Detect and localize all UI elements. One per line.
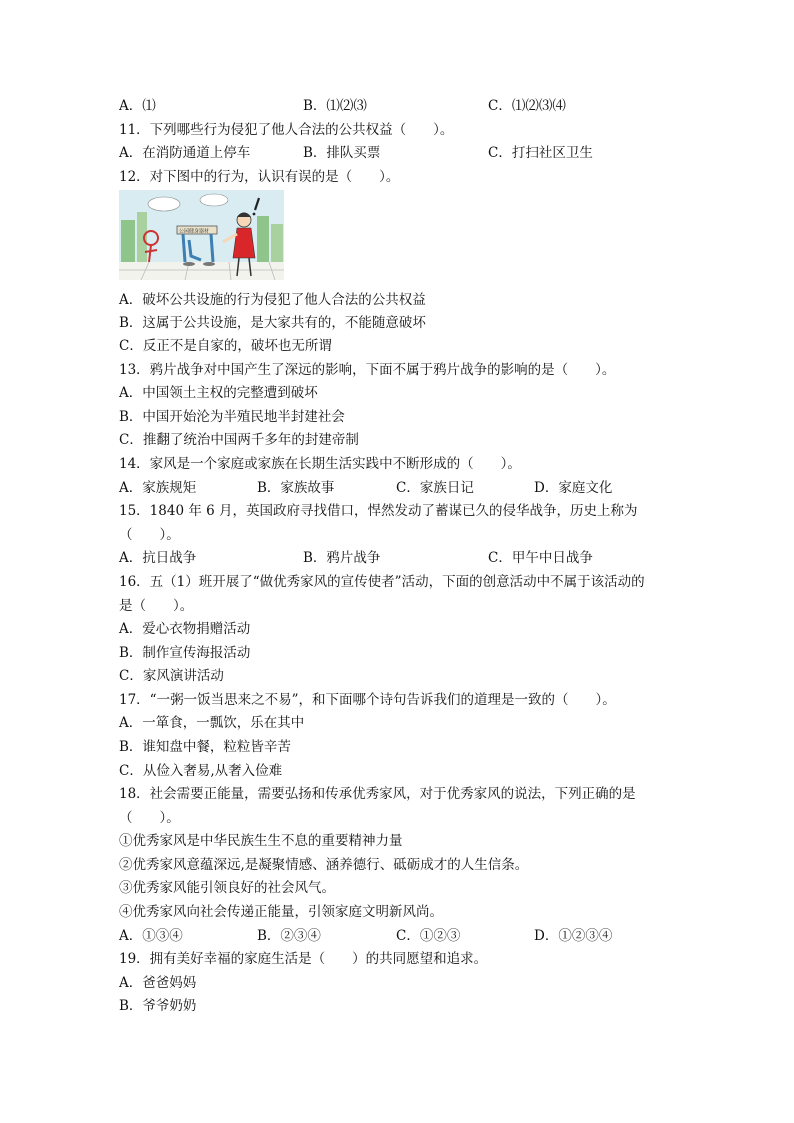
q11-option-c: C．打扫社区卫生 [488, 145, 593, 161]
q19-option-a: A．爸爸妈妈 [119, 975, 197, 991]
q16-option-a: A．爱心衣物捐赠活动 [119, 621, 251, 637]
q18-statement-2: ②优秀家风意蕴深远,是凝聚情感、涵养德行、砥砺成才的人生信条。 [119, 857, 529, 873]
q18-option-a: A．①③④ [119, 928, 183, 944]
q16-option-c: C．家风演讲活动 [119, 668, 224, 684]
q17-stem: 17．“一粥一饭当思来之不易”，和下面哪个诗句告诉我们的道理是一致的（ ）。 [119, 692, 616, 708]
q13-stem: 13．鸦片战争对中国产生了深远的影响，下面不属于鸦片战争的影响的是（ ）。 [119, 362, 616, 378]
q15-option-a: A．抗日战争 [119, 550, 197, 566]
q15-stem-line1: 15．1840 年 6 月，英国政府寻找借口，悍然发动了蓄谋已久的侵华战争，历史上称为 [119, 503, 638, 519]
q11-option-a: A．在消防通道上停车 [119, 145, 251, 161]
q11-option-b: B．排队买票 [303, 145, 381, 161]
q17-option-c: C．从俭入奢易,从奢入俭难 [119, 763, 283, 779]
q16-stem-line1: 16．五（1）班开展了“做优秀家风的宣传使者”活动，下面的创意活动中不属于该活动的 [119, 574, 645, 590]
q14-option-a: A．家族规矩 [119, 480, 197, 496]
q10-option-a: A．⑴ [119, 98, 156, 114]
q12-cartoon-figure [119, 190, 284, 280]
q13-option-c: C．推翻了统治中国两千多年的封建帝制 [119, 432, 359, 448]
q16-option-b: B．制作宣传海报活动 [119, 645, 251, 661]
q12-figure-sign: 公园健身器材 [179, 228, 210, 235]
q19-option-b: B．爷爷奶奶 [119, 998, 197, 1014]
q15-option-c: C．甲午中日战争 [488, 550, 593, 566]
q12-option-b: B．这属于公共设施，是大家共有的，不能随意破坏 [119, 315, 426, 331]
q16-stem-line2: 是（ ）。 [119, 598, 194, 614]
q18-statement-3: ③优秀家风能引领良好的社会风气。 [119, 880, 335, 896]
q18-stem-line2: （ ）。 [119, 810, 180, 826]
q15-stem-line2: （ ）。 [119, 527, 180, 543]
q17-option-b: B．谁知盘中餐，粒粒皆辛苦 [119, 739, 291, 755]
q15-option-b: B．鸦片战争 [303, 550, 381, 566]
q14-stem: 14．家风是一个家庭或家族在长期生活实践中不断形成的（ ）。 [119, 456, 521, 472]
q18-statement-1: ①优秀家风是中华民族生生不息的重要精神力量 [119, 833, 403, 849]
q14-option-d: D．家庭文化 [534, 480, 613, 496]
q19-stem: 19．拥有美好幸福的家庭生活是（ ）的共同愿望和追求。 [119, 951, 488, 967]
q14-option-c: C．家族日记 [396, 480, 474, 496]
q13-option-b: B．中国开始沦为半殖民地半封建社会 [119, 409, 345, 425]
q18-option-c: C．①②③ [396, 928, 461, 944]
q18-option-d: D．①②③④ [534, 928, 613, 944]
q12-stem: 12．对下图中的行为，认识有误的是（ ）。 [119, 169, 400, 185]
q14-option-b: B．家族故事 [257, 480, 335, 496]
q10-option-b: B．⑴⑵⑶ [303, 98, 367, 114]
q10-option-c: C．⑴⑵⑶⑷ [488, 98, 566, 114]
q17-option-a: A．一箪食，一瓢饮，乐在其中 [119, 715, 305, 731]
q18-statement-4: ④优秀家风向社会传递正能量，引领家庭文明新风尚。 [119, 904, 443, 920]
q11-stem: 11．下列哪些行为侵犯了他人合法的公共权益（ ）。 [119, 122, 454, 138]
q12-option-a: A．破坏公共设施的行为侵犯了他人合法的公共权益 [119, 292, 426, 308]
q18-stem-line1: 18．社会需要正能量，需要弘扬和传承优秀家风，对于优秀家风的说法，下列正确的是 [119, 786, 636, 802]
q12-option-c: C．反正不是自家的，破坏也无所谓 [119, 338, 332, 354]
q13-option-a: A．中国领土主权的完整遭到破坏 [119, 385, 318, 401]
q18-option-b: B．②③④ [257, 928, 321, 944]
